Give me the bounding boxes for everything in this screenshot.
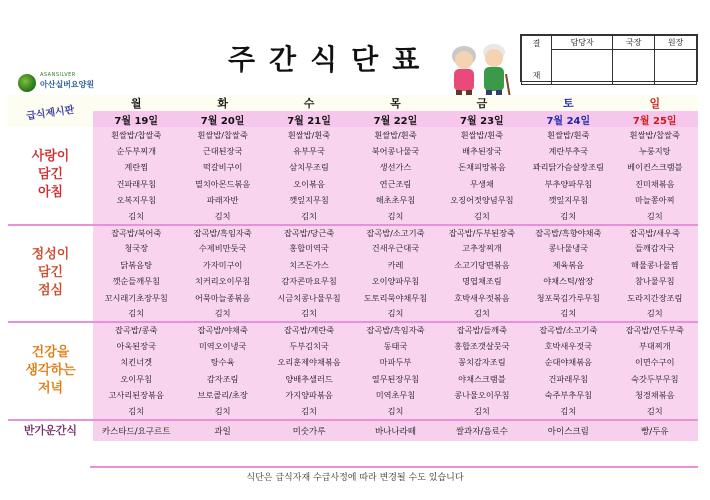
menu-item: 이면수구이 — [612, 355, 698, 372]
menu-item: 흰쌀밥/흰죽 — [439, 127, 525, 143]
menu-item: 김치 — [266, 307, 352, 323]
menu-item: 잡곡밥/계란죽 — [266, 322, 352, 338]
menu-item: 해초초무침 — [352, 193, 438, 210]
lunch-menu-row — [8, 225, 698, 241]
menu-item: 김치 — [266, 209, 352, 225]
menu-item: 흰쌀밥/찹쌀죽 — [93, 127, 179, 143]
approval-box — [520, 34, 698, 82]
dinner-menu-row — [8, 322, 698, 338]
date-header-row — [8, 111, 698, 127]
menu-item: 김치 — [439, 404, 525, 420]
menu-item: 잡곡밥/새우죽 — [612, 225, 698, 241]
snack-item: 과일 — [179, 420, 265, 441]
menu-item: 잡곡밥/콩죽 — [93, 322, 179, 338]
snack-item: 아이스크림 — [525, 420, 611, 441]
menu-item: 참나물무침 — [612, 274, 698, 291]
menu-item: 동태국 — [352, 338, 438, 355]
menu-item: 숙갓두부무침 — [612, 371, 698, 388]
menu-item: 김치 — [612, 209, 698, 225]
menu-item: 깻순들깨무침 — [93, 274, 179, 291]
dinner-menu-row — [8, 371, 698, 388]
footnote: 식단은 급식자재 수급사정에 따라 변경될 수도 있습니다 — [246, 473, 464, 483]
menu-item: 건파래무침 — [525, 371, 611, 388]
weekday-header: 화 — [179, 95, 265, 111]
logo-emblem-icon — [18, 74, 36, 92]
menu-item: 김치 — [439, 307, 525, 323]
menu-item: 김치 — [352, 209, 438, 225]
approval-sign-slot[interactable] — [655, 50, 697, 85]
menu-item: 콩나물오이무침 — [439, 388, 525, 405]
menu-item: 북어콩나물국 — [352, 143, 438, 160]
snack-row — [8, 420, 698, 441]
menu-item: 오복지무침 — [93, 193, 179, 210]
menu-item: 감자조림 — [179, 371, 265, 388]
date-header: 7월 22일 — [352, 111, 438, 127]
menu-item: 마파두부 — [352, 355, 438, 372]
menu-item: 양배추샐러드 — [266, 371, 352, 388]
menu-item: 진미채볶음 — [612, 176, 698, 193]
date-header: 7월 23일 — [439, 111, 525, 127]
snack-item: 쌀과자/음료수 — [439, 420, 525, 441]
menu-item: 건파래무침 — [93, 176, 179, 193]
menu-item: 시금치콩나물무침 — [266, 290, 352, 307]
lunch-menu-row — [8, 274, 698, 291]
menu-item: 건새우근대국 — [352, 241, 438, 258]
menu-item: 잡곡밥/소고기죽 — [352, 225, 438, 241]
menu-item: 잡곡밥/당근죽 — [266, 225, 352, 241]
menu-item: 유부무국 — [266, 143, 352, 160]
approval-sign-slot[interactable] — [552, 50, 613, 85]
dinner-menu-row — [8, 355, 698, 372]
lunch-menu-row — [8, 241, 698, 258]
snack-item: 바나나라떼 — [352, 420, 438, 441]
menu-item: 감자콘마요무침 — [266, 274, 352, 291]
date-header: 7월 20일 — [179, 111, 265, 127]
menu-board-label — [8, 95, 93, 127]
weekday-header: 월 — [93, 95, 179, 111]
menu-item: 어묵마늘종볶음 — [179, 290, 265, 307]
dinner-menu-row — [8, 338, 698, 355]
menu-item: 떡갈비구이 — [179, 160, 265, 177]
menu-item: 꽈리닭가슴살장조림 — [525, 160, 611, 177]
menu-item: 해물콩나물찜 — [612, 257, 698, 274]
menu-item: 고사리된장볶음 — [93, 388, 179, 405]
breakfast-menu-row — [8, 127, 698, 143]
menu-item: 야채스틱/쌈장 — [525, 274, 611, 291]
menu-item: 멸치아몬드볶음 — [179, 176, 265, 193]
menu-item: 닭볶음탕 — [93, 257, 179, 274]
menu-item: 잡곡밥/연두부죽 — [612, 322, 698, 338]
menu-item: 베이컨스크램블 — [612, 160, 698, 177]
menu-item: 콩나물냉국 — [525, 241, 611, 258]
menu-item: 생선가스 — [352, 160, 438, 177]
menu-item: 김치 — [266, 404, 352, 420]
menu-item: 도라지간장조림 — [612, 290, 698, 307]
menu-item: 홍합조갯살뭇국 — [439, 338, 525, 355]
menu-item: 김치 — [352, 307, 438, 323]
breakfast-menu-row — [8, 143, 698, 160]
menu-item: 배추된장국 — [439, 143, 525, 160]
date-header: 7월 25일 — [612, 111, 698, 127]
menu-item: 김치 — [179, 307, 265, 323]
logo-name: 아산실버요양원 — [40, 80, 95, 89]
menu-item: 잡곡밥/들깨죽 — [439, 322, 525, 338]
menu-item: 호박새우젓볶음 — [439, 290, 525, 307]
menu-item: 미역오이냉국 — [179, 338, 265, 355]
snack-item: 빵/두유 — [612, 420, 698, 441]
menu-item: 가자미구이 — [179, 257, 265, 274]
menu-item: 김치 — [439, 209, 525, 225]
menu-item: 수제비만둣국 — [179, 241, 265, 258]
menu-item: 소고기당면볶음 — [439, 257, 525, 274]
approval-role: 원장 — [655, 36, 697, 50]
menu-item: 잡곡밥/두부된장죽 — [439, 225, 525, 241]
menu-item: 돈채피망볶음 — [439, 160, 525, 177]
breakfast-menu-row — [8, 160, 698, 177]
breakfast-menu-row — [8, 209, 698, 225]
date-header: 7월 24일 — [525, 111, 611, 127]
menu-item: 도토리묵야채무침 — [352, 290, 438, 307]
dinner-menu-row — [8, 404, 698, 420]
elderly-couple-illustration — [440, 38, 518, 100]
menu-item: 무생채 — [439, 176, 525, 193]
weekday-header-row — [8, 95, 698, 111]
menu-item: 흰쌀밥/흰죽 — [352, 127, 438, 143]
menu-item: 청국장 — [93, 241, 179, 258]
snack-label: 반가운간식 — [8, 420, 93, 441]
weekday-header: 금 — [439, 95, 525, 111]
menu-item: 부대찌개 — [612, 338, 698, 355]
date-header: 7월 21일 — [266, 111, 352, 127]
menu-item: 김치 — [93, 209, 179, 225]
menu-item: 숙주부추무침 — [525, 388, 611, 405]
menu-item: 깻잎지무침 — [266, 193, 352, 210]
menu-item: 명엽채조림 — [439, 274, 525, 291]
menu-item: 계란찜 — [93, 160, 179, 177]
menu-item: 치즈돈가스 — [266, 257, 352, 274]
logo-subtitle: ASANSILVER — [40, 72, 76, 78]
menu-item: 김치 — [525, 307, 611, 323]
menu-item: 김치 — [525, 404, 611, 420]
menu-item: 탕수육 — [179, 355, 265, 372]
approval-label: 결 재 — [522, 36, 552, 85]
menu-item: 흰쌀밥/찹쌀죽 — [612, 127, 698, 143]
menu-item: 오리훈제야채볶음 — [266, 355, 352, 372]
lunch-menu-row — [8, 290, 698, 307]
menu-item: 김치 — [352, 404, 438, 420]
menu-item: 오이양파무침 — [352, 274, 438, 291]
weekday-header: 목 — [352, 95, 438, 111]
menu-table — [8, 95, 698, 441]
menu-item: 부추양파무침 — [525, 176, 611, 193]
menu-item: 김치 — [525, 209, 611, 225]
approval-sign-slot[interactable] — [613, 50, 655, 85]
breakfast-label: 사랑이 담긴 아침 — [8, 127, 93, 225]
menu-item: 오징어젓양념무침 — [439, 193, 525, 210]
date-header: 7월 19일 — [93, 111, 179, 127]
menu-item: 꼬시래기초장무침 — [93, 290, 179, 307]
menu-item: 아욱된장국 — [93, 338, 179, 355]
menu-item: 김치 — [179, 209, 265, 225]
lunch-menu-row — [8, 257, 698, 274]
menu-item: 오이무침 — [93, 371, 179, 388]
approval-role: 국장 — [613, 36, 655, 50]
nursing-home-logo — [14, 72, 114, 94]
weekday-header: 수 — [266, 95, 352, 111]
dinner-menu-row — [8, 388, 698, 405]
menu-item: 마늘쫑아찌 — [612, 193, 698, 210]
menu-item: 잡곡밥/북어죽 — [93, 225, 179, 241]
breakfast-menu-row — [8, 193, 698, 210]
menu-item: 카레 — [352, 257, 438, 274]
menu-item: 열무된장무침 — [352, 371, 438, 388]
menu-item: 잡곡밥/소고기죽 — [525, 322, 611, 338]
menu-item: 파래자반 — [179, 193, 265, 210]
menu-item: 삼치무조림 — [266, 160, 352, 177]
menu-item: 김치 — [612, 404, 698, 420]
menu-item: 두부김치국 — [266, 338, 352, 355]
menu-item: 홍합미역국 — [266, 241, 352, 258]
menu-item: 미역초무침 — [352, 388, 438, 405]
menu-board-text: 급식제시판 — [26, 104, 76, 122]
menu-item: 고추장찌개 — [439, 241, 525, 258]
menu-item: 잡곡밥/야채죽 — [179, 322, 265, 338]
menu-item: 흰쌀밥/흰죽 — [266, 127, 352, 143]
weekday-header: 토 — [525, 95, 611, 111]
lunch-menu-row — [8, 307, 698, 323]
page-title: 주간식단표 — [228, 43, 434, 76]
approval-role: 담당자 — [552, 36, 613, 50]
menu-item: 꽁치감자조림 — [439, 355, 525, 372]
menu-item: 청경채볶음 — [612, 388, 698, 405]
menu-item: 제육볶음 — [525, 257, 611, 274]
menu-item: 들깨감자국 — [612, 241, 698, 258]
breakfast-menu-row — [8, 176, 698, 193]
menu-item: 치커리오이무침 — [179, 274, 265, 291]
menu-item: 근대된장국 — [179, 143, 265, 160]
menu-item: 순두부찌개 — [93, 143, 179, 160]
weekday-header: 일 — [612, 95, 698, 111]
menu-item: 치킨너겟 — [93, 355, 179, 372]
footer-divider — [90, 466, 698, 468]
menu-item: 김치 — [612, 307, 698, 323]
menu-item: 김치 — [93, 404, 179, 420]
lunch-label: 정성이 담긴 점심 — [8, 225, 93, 323]
menu-item: 오이볶음 — [266, 176, 352, 193]
menu-item: 잡곡밥/흑임자죽 — [179, 225, 265, 241]
menu-item: 흰쌀밥/찹쌀죽 — [179, 127, 265, 143]
menu-item: 잡곡밥/흑향야채죽 — [525, 225, 611, 241]
menu-item: 흰쌀밥/흰죽 — [525, 127, 611, 143]
menu-item: 브로콜리/초장 — [179, 388, 265, 405]
menu-item: 연근조림 — [352, 176, 438, 193]
menu-item: 누룽지탕 — [612, 143, 698, 160]
menu-item: 야채스크램블 — [439, 371, 525, 388]
menu-item: 김치 — [93, 307, 179, 323]
menu-item: 호박새우젓국 — [525, 338, 611, 355]
menu-item: 청포묵김가루무침 — [525, 290, 611, 307]
menu-item: 가지양파볶음 — [266, 388, 352, 405]
dinner-label: 건강을 생각하는 저녁 — [8, 322, 93, 420]
menu-item: 잡곡밥/흑임자죽 — [352, 322, 438, 338]
menu-item: 계란부추국 — [525, 143, 611, 160]
snack-item: 미숫가루 — [266, 420, 352, 441]
snack-item: 카스타드/요구르트 — [93, 420, 179, 441]
menu-item: 순대야채볶음 — [525, 355, 611, 372]
menu-item: 깻잎지무침 — [525, 193, 611, 210]
menu-item: 김치 — [179, 404, 265, 420]
